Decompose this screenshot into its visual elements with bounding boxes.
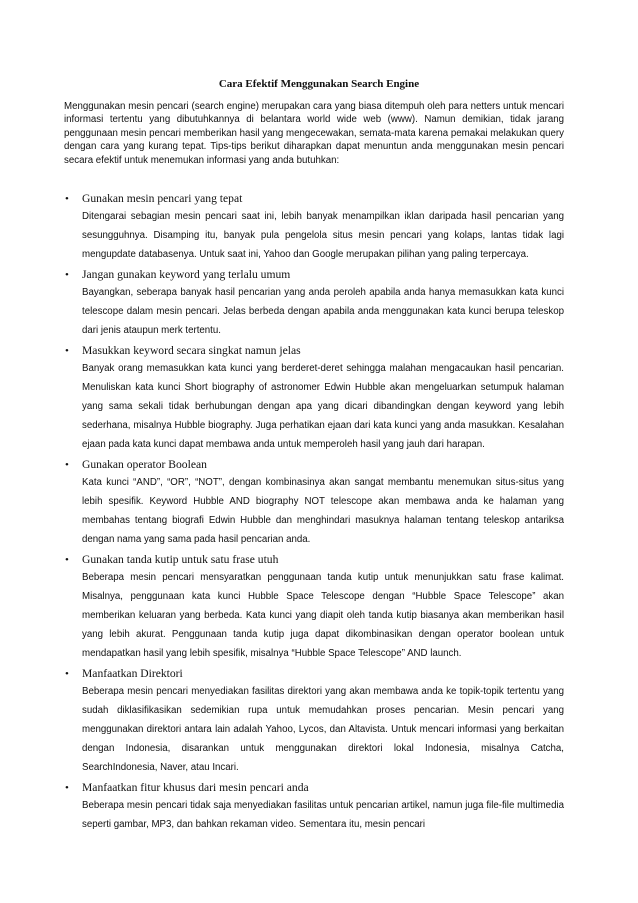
bullet-icon: • (65, 782, 69, 794)
list-item (64, 780, 564, 834)
list-item (64, 457, 564, 549)
list-item-body: Banyak orang memasukkan kata kunci yang berderet-deret sehingga malahan mengacaukan hasil pencarian. Menuliskan kata kunci Short biography of astronomer Edwin Hubble akan mengeluarkan setumpuk halaman yang sama sekali tidak berhubungan dengan apa yang dicari dibandingkan dengan keyword yang lebih sederhana, misalnya Hubble biography. Juga perhatikan ejaan dari kata kunci yang anda masukkan. Kesalahan ejaan pada kata kunci dapat membawa anda untuk memperoleh hasil yang jauh dari harapan. (82, 363, 564, 450)
list-item-heading-text: Gunakan tanda kutip untuk satu frase utuh (82, 553, 279, 566)
list-item-heading-text: Gunakan mesin pencari yang tepat (82, 192, 243, 205)
list-item-body: Beberapa mesin pencari tidak saja menyediakan fasilitas untuk pencarian artikel, namun juga file-file multimedia seperti gambar, MP3, dan bahkan rekaman video. Sementara itu, mesin pencari (82, 800, 564, 830)
list-item-heading (64, 552, 564, 568)
list-item-body: Bayangkan, seberapa banyak hasil pencarian yang anda peroleh apabila anda hanya memasukkan kata kunci telescope dalam mesin pencari. Jelas berbeda dengan apabila anda menggunakan kata kunci berupa teleskop dari jenis ataupun merk tertentu. (82, 287, 564, 336)
bullet-icon: • (65, 554, 69, 566)
list-item-heading (64, 666, 564, 682)
list-item-heading-text: Jangan gunakan keyword yang terlalu umum (82, 268, 291, 281)
list-item (64, 267, 564, 340)
list-item-heading (64, 780, 564, 796)
list-item-body: Beberapa mesin pencari mensyaratkan penggunaan tanda kutip untuk menunjukkan satu frase kalimat. Misalnya, penggunaan kata kunci Hubble Space Telescope dengan “Hubble Space Telescope” akan memberikan keluaran yang berbeda. Kata kunci yang diapit oleh tanda kutip biasanya akan memberikan hasil yang lebih akurat. Penggunaan tanda kutip juga dapat dikombinasikan dengan operator boolean untuk mendapatkan hasil yang lebih spesifik, misalnya “Hubble Space Telescope” AND launch. (82, 572, 564, 659)
list-item-body: Beberapa mesin pencari menyediakan fasilitas direktori yang akan membawa anda ke topik-topik tertentu yang sudah diklasifikasikan sedemikian rupa untuk memudahkan proses pencarian. Mesin pencari yang menggunakan direktori antara lain adalah Yahoo, Lycos, dan Altavista. Untuk mencari informasi yang berkaitan dengan Indonesia, disarankan untuk menggunakan direktori lokal Indonesia, misalnya Catcha, SearchIndonesia, Naver, atau Incari. (82, 686, 564, 773)
list-item-heading (64, 191, 564, 207)
intro-paragraph: Menggunakan mesin pencari (search engine) merupakan cara yang biasa ditempuh oleh para netters untuk mencari informasi tertentu yang dibutuhkannya di belantara world wide web (www). Namun demikian, tidak jarang penggunaan mesin pencari memberikan hasil yang mengecewakan, semata-mata karena pemakai melakukan query dengan cara yang kurang tepat. Tips-tips berikut diharapkan dapat menuntun anda menggunakan mesin pencari secara efektif untuk menemukan informasi yang anda butuhkan: (64, 101, 564, 166)
page-title: Cara Efektif Menggunakan Search Engine (218, 78, 420, 90)
list-item-heading (64, 343, 564, 359)
list-item (64, 552, 564, 663)
list-item-body: Kata kunci “AND”, “OR”, “NOT”, dengan kombinasinya akan sangat membantu menemukan situs-situs yang lebih spesifik. Keyword Hubble AND biography NOT telescope akan membawa anda ke halaman yang membahas tentang biografi Edwin Hubble dan menghindari masuknya halaman tentang teleskop antariksa dengan nama yang sama pada hasil pencarian anda. (82, 477, 564, 545)
list-item (64, 191, 564, 264)
list-item-heading (64, 267, 564, 283)
list-item-heading-text: Gunakan operator Boolean (82, 458, 207, 471)
list-item (64, 343, 564, 454)
bullet-icon: • (65, 193, 69, 205)
list-item-heading-text: Masukkan keyword secara singkat namun jelas (82, 344, 301, 357)
bullet-icon: • (65, 459, 69, 471)
bullet-icon: • (65, 345, 69, 357)
tips-list (64, 191, 564, 837)
list-item-heading (64, 457, 564, 473)
list-item-heading-text: Manfaatkan Direktori (82, 667, 183, 680)
list-item (64, 666, 564, 777)
bullet-icon: • (65, 668, 69, 680)
list-item-body: Ditengarai sebagian mesin pencari saat ini, lebih banyak menampilkan iklan daripada hasil pencarian yang sesungguhnya. Disamping itu, banyak pula pengelola situs mesin pencari yang kolaps, lantas tidak lagi mengupdate databasenya. Untuk saat ini, Yahoo dan Google merupakan pilihan yang paling terpercaya. (82, 211, 564, 260)
bullet-icon: • (65, 269, 69, 281)
list-item-heading-text: Manfaatkan fitur khusus dari mesin pencari anda (82, 781, 309, 794)
